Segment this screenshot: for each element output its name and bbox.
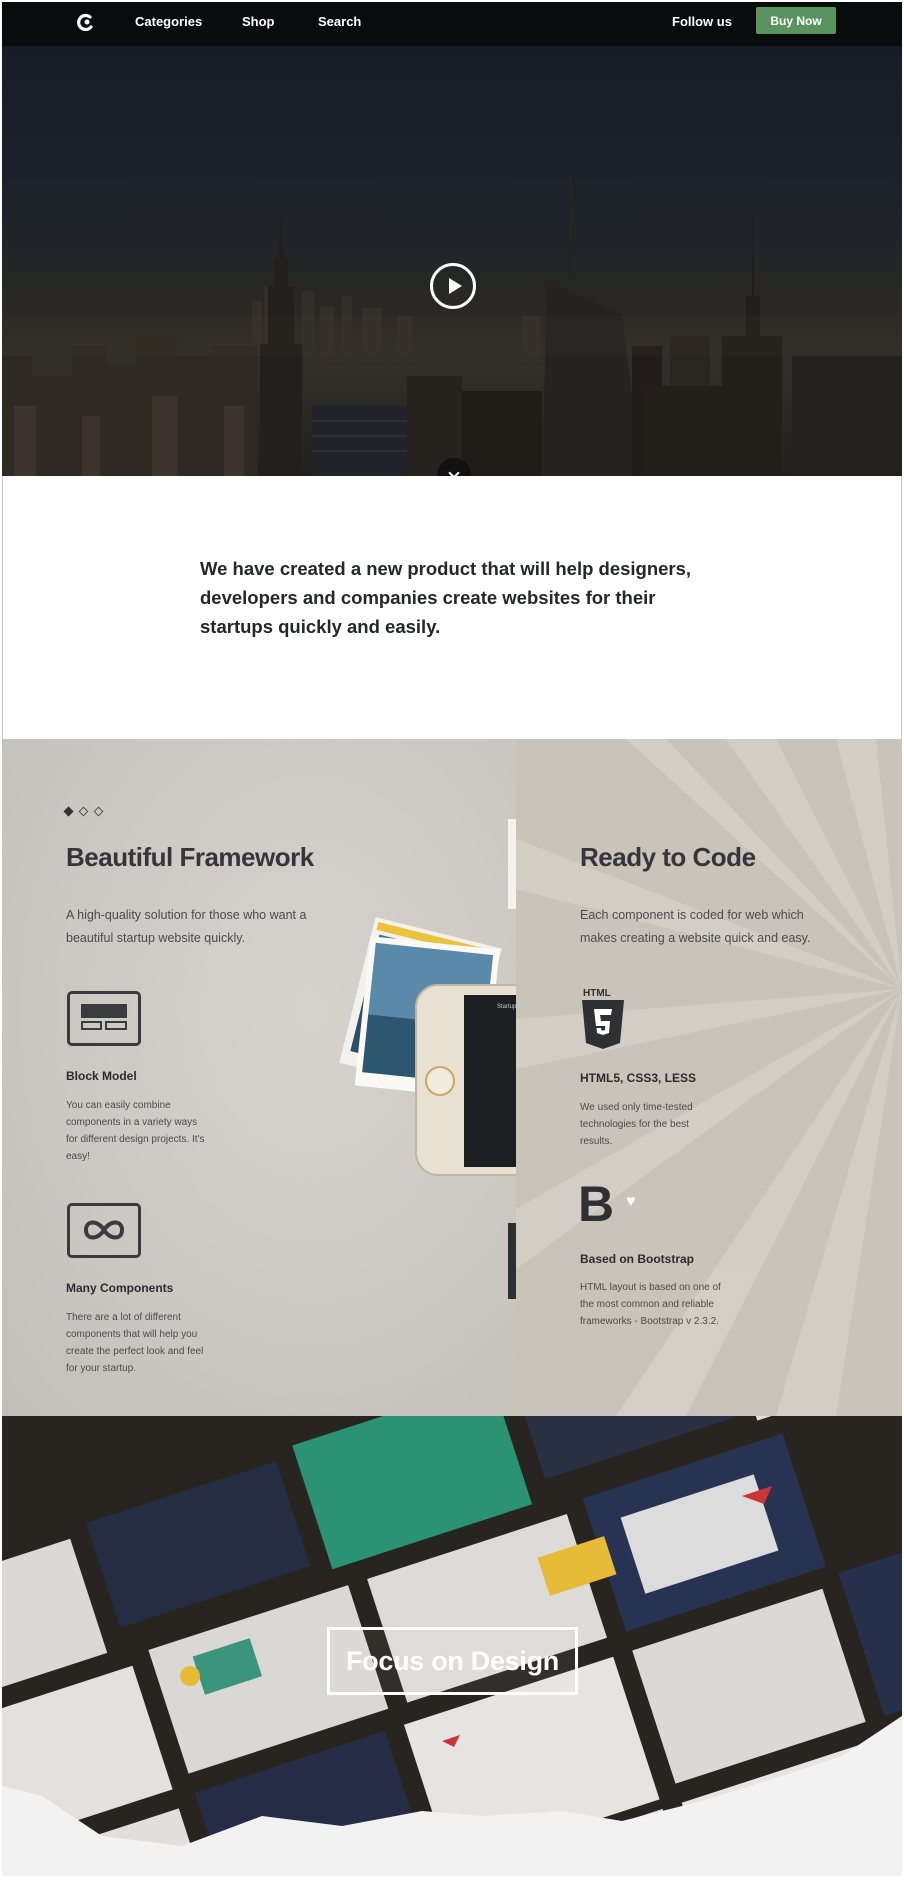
play-video-button[interactable] (430, 263, 476, 309)
intro-text: We have created a new product that will help designers, developers and companies create websites for their startups quickly and easily. (200, 558, 692, 637)
buy-now-button[interactable]: Buy Now (756, 7, 836, 34)
focus-on-design-section (2, 1416, 902, 1876)
block-model-title: Block Model (66, 1069, 137, 1083)
city-skyline-image (2, 46, 902, 476)
svg-text:HTML: HTML (583, 988, 611, 999)
slider-dots (65, 808, 102, 815)
beautiful-framework-title: Beautiful Framework (66, 842, 314, 872)
bootstrap-title: Based on Bootstrap (580, 1252, 695, 1266)
phone-photos-illustration (332, 819, 522, 1299)
phone-screen-label: Startup (497, 1004, 517, 1010)
ready-to-code-lead: Each component is coded for web which makes creating a website quick and easy. (580, 908, 811, 945)
play-icon (449, 278, 462, 294)
many-components-text: There are a lot of different components that will help you create the perfect look and feel for your startup. (66, 1312, 204, 1374)
slider-dot-3[interactable] (94, 807, 104, 817)
features-right-panel (516, 739, 902, 1416)
html5-title: HTML5, CSS3, LESS (580, 1071, 697, 1085)
bootstrap-text: HTML layout is based on one of the most common and reliable frameworks - Bootstrap v 2.3.2. (580, 1282, 721, 1327)
top-navbar (2, 2, 902, 46)
c-swirl-logo-icon[interactable] (75, 11, 97, 33)
chevron-down-icon (448, 467, 459, 476)
focus-on-design-button[interactable]: Focus on Design (327, 1627, 578, 1695)
html5-text: We used only time-tested technologies for the best results. (580, 1102, 693, 1147)
beautiful-framework-lead: A high-quality solution for those who want a beautiful startup website quickly. (66, 908, 307, 945)
features-left-panel (2, 739, 516, 1416)
many-components-title: Many Components (66, 1281, 174, 1295)
features-section (2, 739, 902, 1416)
hero-video-section (2, 46, 902, 476)
nav-link-shop[interactable]: Shop (242, 14, 275, 29)
intro-section (2, 476, 902, 739)
slider-dot-1[interactable] (64, 807, 74, 817)
bootstrap-heart-icon: B ♥ (578, 1176, 636, 1232)
ready-to-code-title: Ready to Code (580, 842, 756, 872)
block-model-icon (67, 991, 141, 1046)
slider-dot-2[interactable] (79, 807, 89, 817)
html5-icon (580, 987, 626, 1051)
infinity-icon (67, 1203, 141, 1258)
nav-link-follow-us[interactable]: Follow us (672, 14, 732, 29)
block-model-text: You can easily combine components in a variety ways for different design projects. It's easy! (66, 1100, 205, 1162)
nav-link-search[interactable]: Search (318, 14, 362, 29)
nav-link-categories[interactable]: Categories (135, 14, 203, 29)
